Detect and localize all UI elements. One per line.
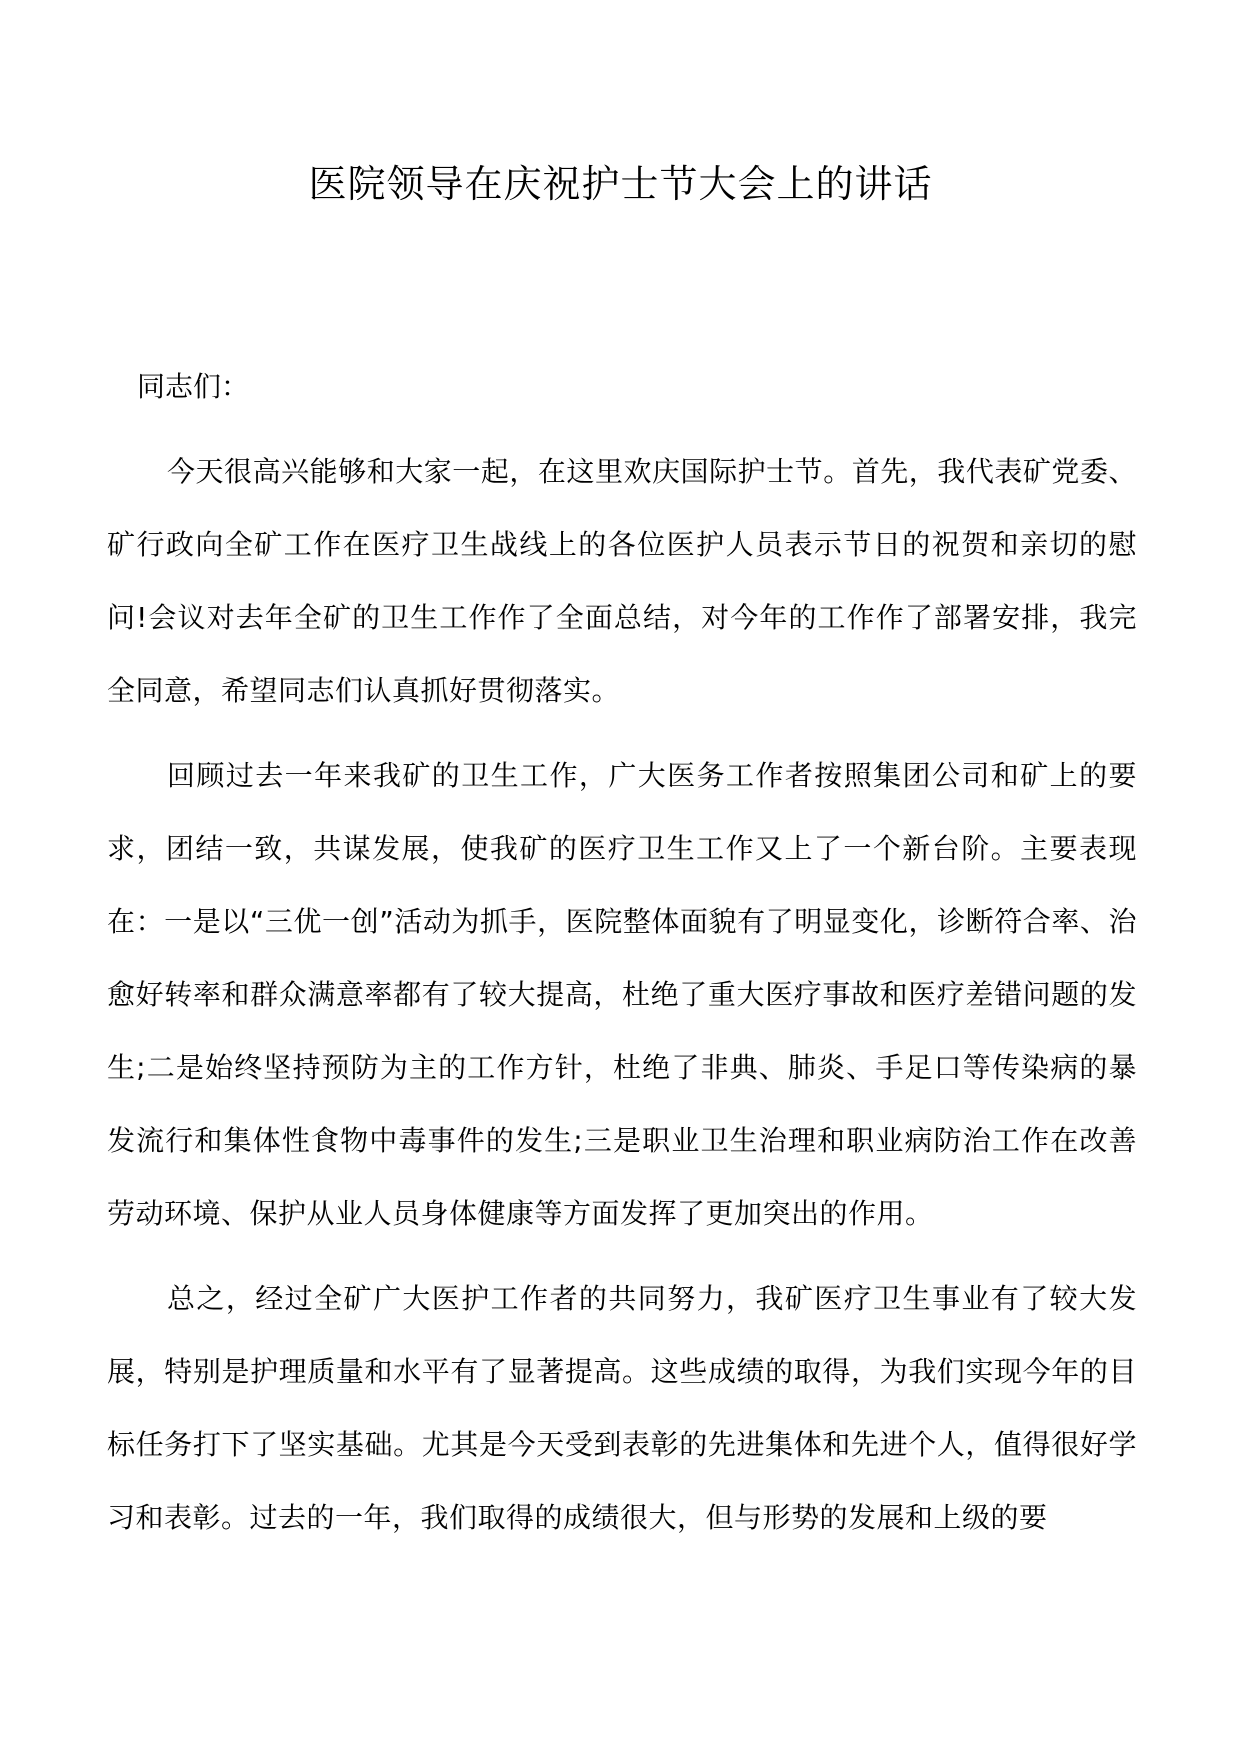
greeting: 同志们：: [137, 370, 250, 403]
paragraph-2: 回顾过去一年来我矿的卫生工作，广大医务工作者按照集团公司和矿上的要求，团结一致，共谋发展，使我矿的医疗卫生工作又上了一个新台阶。主要表现在：一是以“三优一创”活动为抓手，医院整体面貌有了明显变化，诊断符合率、治愈好转率和群众满意率都有了较大提高，杜绝了重大医疗事故和医疗差错问题的发生;二是始终坚持预防为主的工作方针，杜绝了非典、肺炎、手足口等传染病的暴发流行和集体性食物中毒事件的发生;三是职业卫生治理和职业病防治工作在改善劳动环境、保护从业人员身体健康等方面发挥了更加突出的作用。: [107, 759, 1137, 1230]
document-body: [107, 350, 1137, 1566]
paragraph-1: 今天很高兴能够和大家一起，在这里欢庆国际护士节。首先，我代表矿党委、矿行政向全矿工作在医疗卫生战线上的各位医护人员表示节日的祝贺和亲切的慰问!会议对去年全矿的卫生工作作了全面总结，对今年的工作作了部署安排，我完全同意，希望同志们认真抓好贯彻落实。: [107, 455, 1137, 707]
paragraph-3: 总之，经过全矿广大医护工作者的共同努力，我矿医疗卫生事业有了较大发展，特别是护理质量和水平有了显著提高。这些成绩的取得，为我们实现今年的目标任务打下了坚实基础。尤其是今天受到表彰的先进集体和先进个人，值得很好学习和表彰。过去的一年，我们取得的成绩很大，但与形势的发展和上级的要: [107, 1282, 1137, 1534]
document-title: 医院领导在庆祝护士节大会上的讲话: [308, 162, 933, 206]
